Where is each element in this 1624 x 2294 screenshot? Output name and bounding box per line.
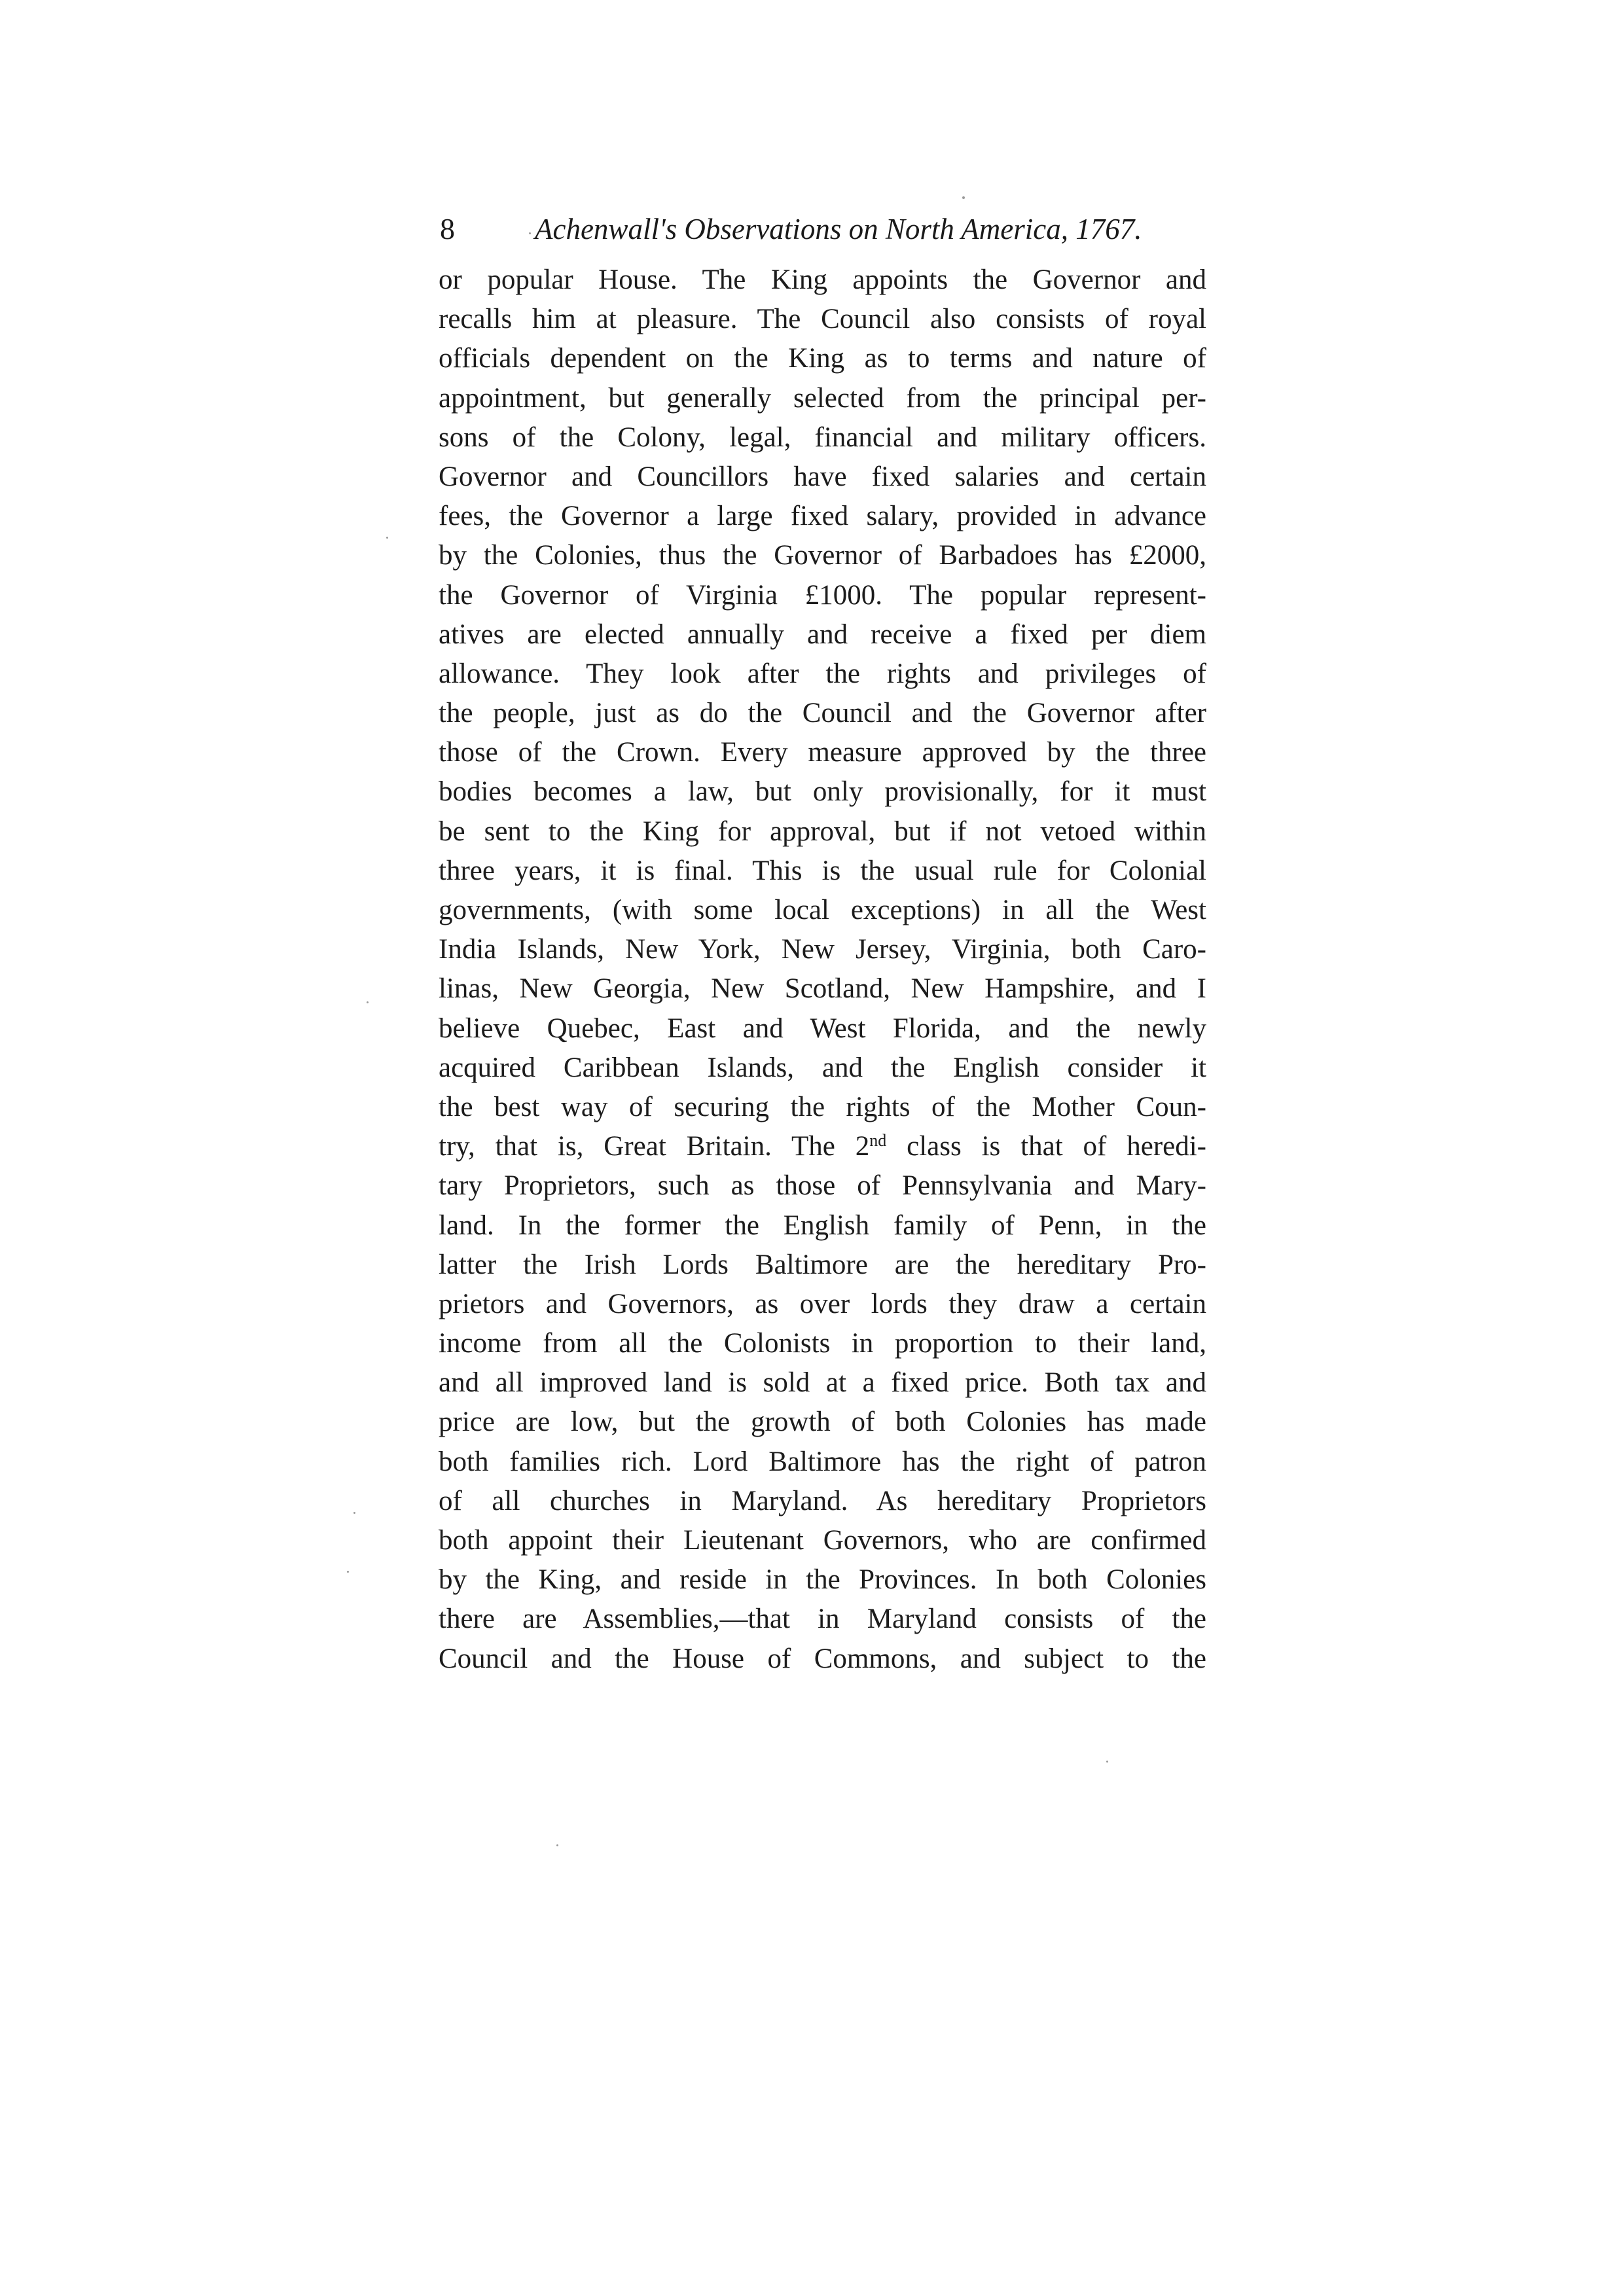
text-line: fees, the Governor a large fixed salary, provided in advance [439,501,1206,532]
body-text [439,260,1206,1679]
text-line: prietors and Governors, as over lords they draw a certain [439,1288,1206,1319]
text-line: price are low, but the growth of both Colonies has made [439,1407,1206,1438]
paper-speck [1106,1761,1108,1763]
text-line: atives are elected annually and receive a fixed per diem [439,618,1206,650]
text-line: appointment, but generally selected from the principal per- [439,382,1206,414]
paper-speck [529,232,531,234]
page-header [440,208,1206,247]
paper-speck [556,1844,558,1846]
text-line: those of the Crown. Every measure approved by the three [439,737,1206,768]
text-line: acquired Caribbean Islands, and the English consider it [439,1052,1206,1083]
paper-speck [367,1001,369,1003]
text-line: Governor and Councillors have fixed salaries and certain [439,461,1206,492]
text-line: three years, it is final. This is the usual rule for Colonial [439,855,1206,886]
paper-speck [347,1571,349,1573]
text-line: both appoint their Lieutenant Governors, who are confirmed [439,1525,1206,1556]
text-line: the best way of securing the rights of the Mother Coun- [439,1091,1206,1122]
text-line: by the Colonies, thus the Governor of Barbadoes has £2000, [439,540,1206,571]
ordinal-superscript: nd [869,1131,887,1151]
text-line: by the King, and reside in the Provinces. In both Colonies [439,1564,1206,1596]
text-line: or popular House. The King appoints the Governor and [439,264,1206,295]
text-line-tail: class is that of heredi- [886,1131,1206,1162]
text-line: the Governor of Virginia £1000. The popular represent- [439,579,1206,611]
running-title: Achenwall's Observations on North America, 1767. [535,213,1142,245]
text-line: India Islands, New York, New Jersey, Virginia, both Caro- [439,934,1206,965]
text-line-with-superscript [439,1127,1206,1166]
text-line-head: try, that is, Great Britain. The 2 [439,1131,870,1162]
text-line: recalls him at pleasure. The Council also consists of royal [439,304,1206,335]
text-line: the people, just as do the Council and the Governor after [439,698,1206,729]
text-line: and all improved land is sold at a fixed price. Both tax and [439,1367,1206,1399]
text-line: tary Proprietors, such as those of Pennsylvania and Mary- [439,1170,1206,1202]
text-line: land. In the former the English family of Penn, in the [439,1210,1206,1241]
text-line: be sent to the King for approval, but if not vetoed within [439,815,1206,847]
paper-speck [353,1512,355,1514]
paper-speck [386,537,388,539]
text-line: there are Assemblies,—that in Maryland consists of the [439,1604,1206,1635]
text-line: allowance. They look after the rights and privileges of [439,658,1206,689]
text-line: of all churches in Maryland. As hereditary Proprietors [439,1485,1206,1516]
text-line: sons of the Colony, legal, financial and military officers. [439,421,1206,453]
text-line: governments, (with some local exceptions) in all the West [439,895,1206,925]
text-line: Council and the House of Commons, and subject to the [439,1643,1206,1674]
text-line: both families rich. Lord Baltimore has the right of patron [439,1446,1206,1477]
text-line: latter the Irish Lords Baltimore are the hereditary Pro- [439,1249,1206,1280]
text-line: bodies becomes a law, but only provisionally, for it must [439,776,1206,808]
page-number: 8 [440,212,455,245]
text-line: income from all the Colonists in proportion to their land, [439,1328,1206,1359]
text-line: officials dependent on the King as to terms and nature of [439,343,1206,374]
text-line: linas, New Georgia, New Scotland, New Hampshire, and I [439,973,1206,1005]
paper-speck [962,196,965,199]
text-line: believe Quebec, East and West Florida, and the newly [439,1013,1206,1044]
